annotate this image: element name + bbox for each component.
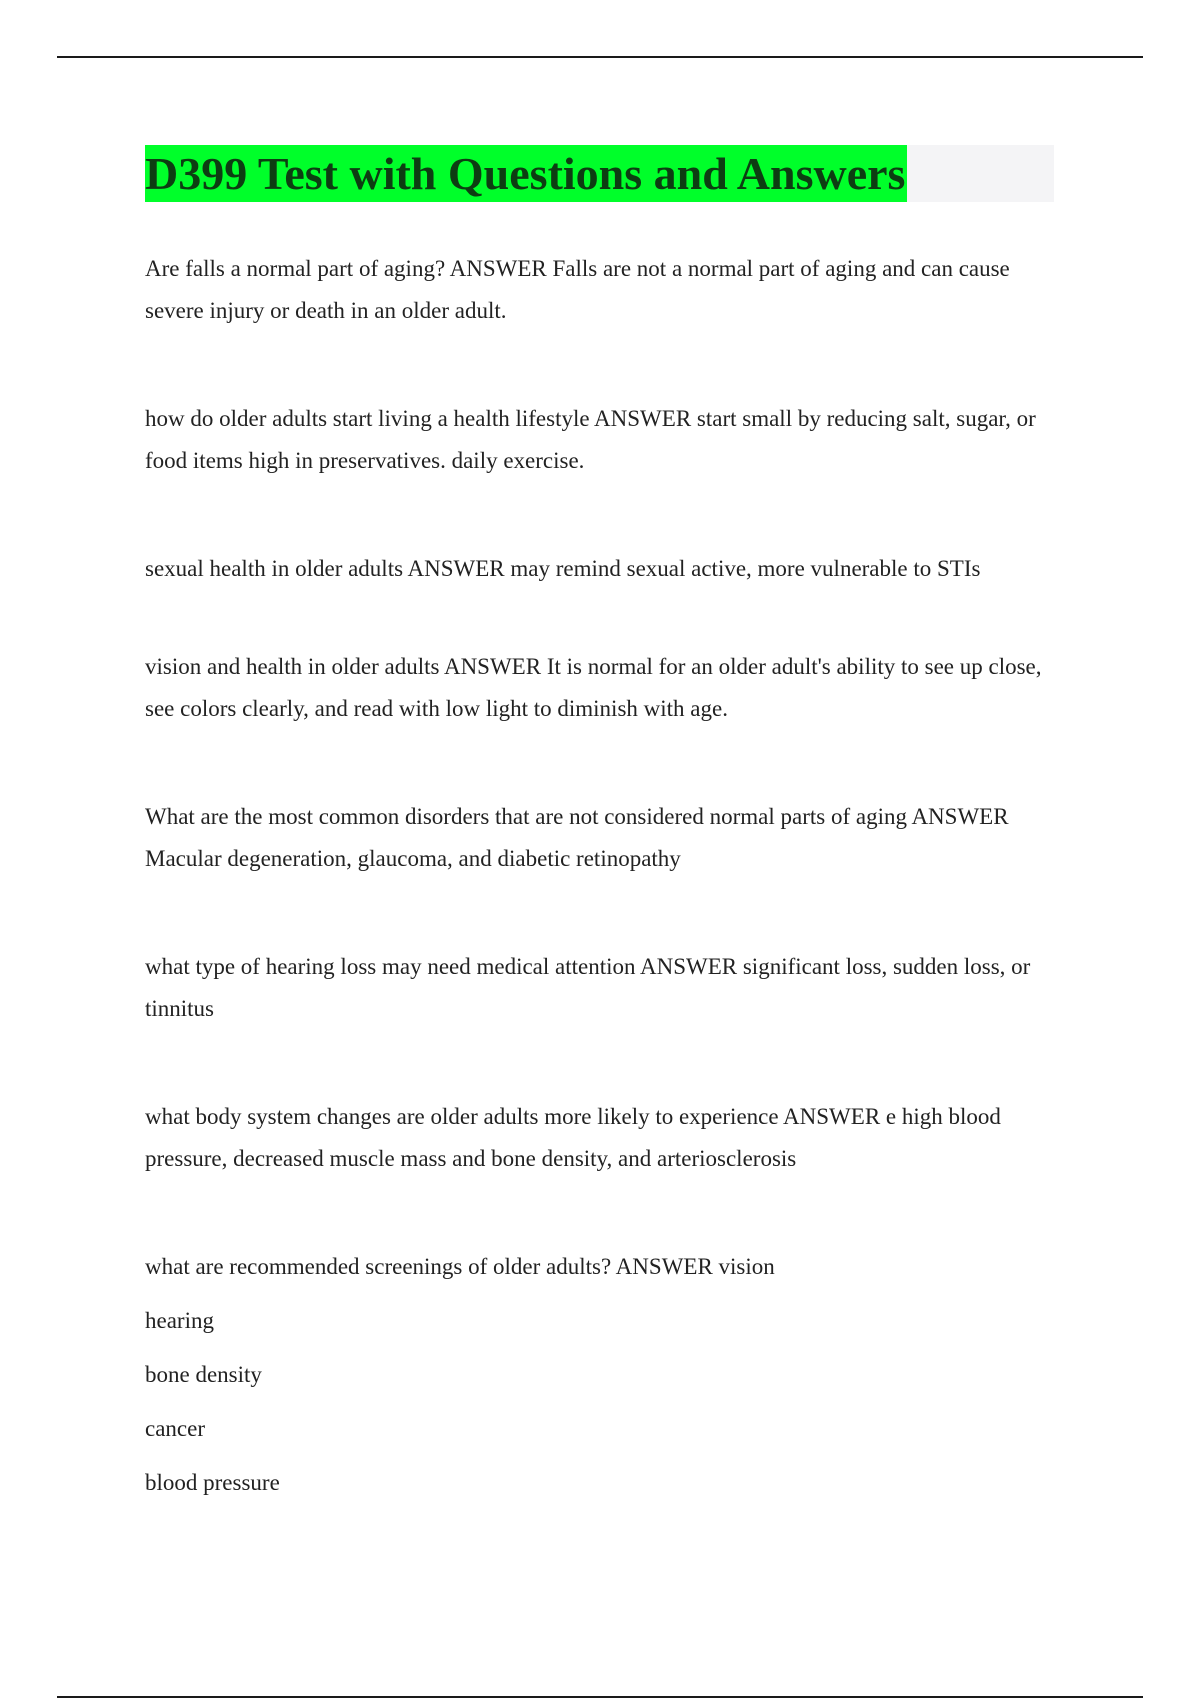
title-block: [145, 145, 1054, 202]
list-item: bone density: [145, 1362, 262, 1387]
list-item: blood pressure: [145, 1470, 280, 1495]
qa-item-falls: Are falls a normal part of aging? ANSWER Falls are not a normal part of aging and can cause severe injury or death in an older adult.: [145, 256, 1010, 323]
list-item: cancer: [145, 1416, 205, 1441]
qa-item-healthy-lifestyle: how do older adults start living a health lifestyle ANSWER start small by reducing salt, sugar, or food items high in preservatives. daily exercise.: [145, 406, 1036, 473]
document-body: [145, 248, 1065, 1516]
qa-item-common-disorders: What are the most common disorders that are not considered normal parts of aging ANSWER Macular degeneration, glaucoma, and diabetic retinopathy: [145, 804, 1009, 871]
top-rule: [57, 56, 1143, 58]
list-item: hearing: [145, 1308, 214, 1333]
qa-item-body-system-changes: what body system changes are older adults more likely to experience ANSWER e high blood pressure, decreased muscle mass and bone density, and arteriosclerosis: [145, 1104, 1001, 1171]
qa-item-screenings: what are recommended screenings of older adults? ANSWER vision: [145, 1254, 775, 1279]
document-title: D399 Test with Questions and Answers: [145, 145, 907, 202]
screenings-list: [145, 1300, 1065, 1504]
qa-item-hearing-loss: what type of hearing loss may need medical attention ANSWER significant loss, sudden loss, or tinnitus: [145, 954, 1031, 1021]
qa-item-vision: vision and health in older adults ANSWER It is normal for an older adult's ability to see up close, see colors clearly, and read with low light to diminish with age.: [145, 654, 1042, 721]
qa-item-sexual-health: sexual health in older adults ANSWER may remind sexual active, more vulnerable to STIs: [145, 556, 981, 581]
bottom-rule: [57, 1696, 1143, 1698]
